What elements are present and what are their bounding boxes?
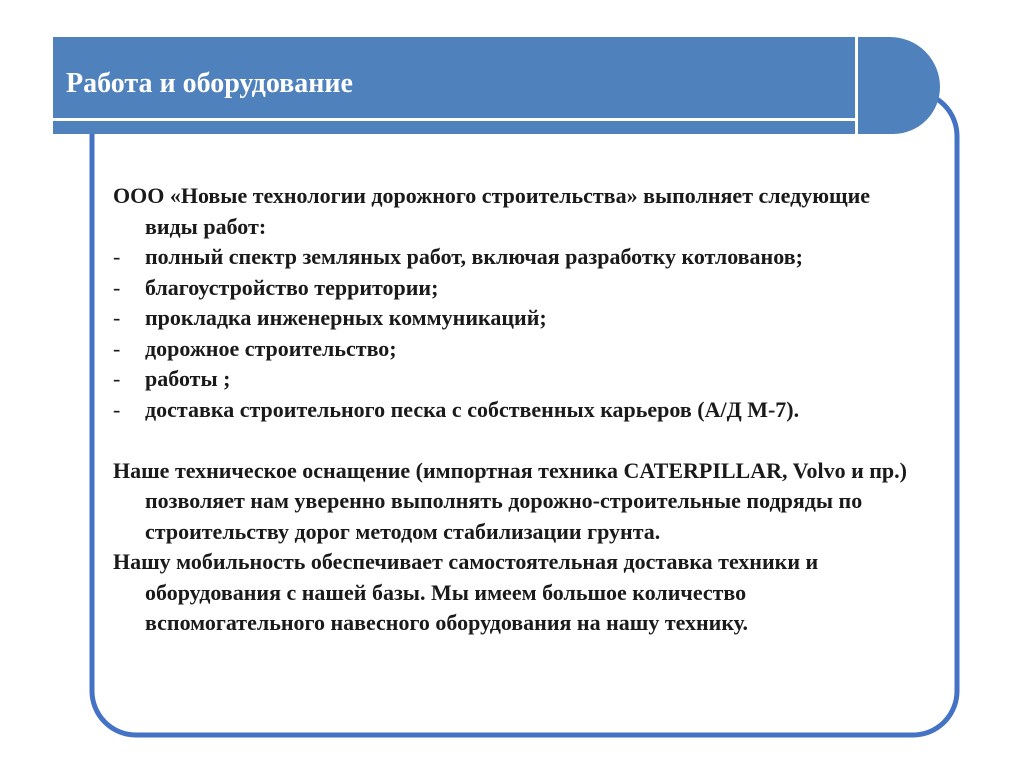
- slide-body: [113, 181, 923, 639]
- bullet-dash: -: [113, 274, 121, 300]
- intro-paragraph: ООО «Новые технологии дорожного строительства» выполняет следующие виды работ:: [113, 183, 871, 239]
- bullet-dash: -: [113, 305, 121, 330]
- list-item: [113, 364, 923, 395]
- list-item: [113, 242, 923, 273]
- list-item: [113, 273, 923, 304]
- bullet-dash: -: [113, 396, 121, 422]
- list-item: [113, 303, 923, 334]
- bullet-dash: -: [113, 335, 121, 361]
- list-item-text: дорожное строительство;: [145, 335, 397, 361]
- equipment-paragraph: Наше техническое оснащение (импортная техника CATERPILLAR, Volvo и пр.) позволяет нам уверенно выполнять дорожно-строительные подряды по строительству дорог методом стабилизации грунта.: [113, 457, 907, 544]
- list-item-text: благоустройство территории;: [145, 274, 439, 300]
- list-item: [113, 395, 923, 426]
- slide-title: Работа и оборудование: [66, 68, 353, 99]
- bullet-dash: -: [113, 366, 121, 391]
- list-item-text: полный спектр земляных работ, включая разработку котлованов;: [145, 244, 803, 269]
- paragraph-spacer: [113, 425, 923, 456]
- work-types-list: [113, 242, 923, 425]
- mobility-paragraph: Нашу мобильность обеспечивает самостоятельная доставка техники и оборудования с нашей базы. Мы имеем большое количество вспомогательного навесного оборудования на нашу технику.: [113, 549, 819, 635]
- title-bar-divider: [855, 37, 858, 134]
- list-item: [113, 334, 923, 365]
- list-item-text: работы ;: [145, 366, 231, 391]
- list-item-text: прокладка инженерных коммуникаций;: [145, 305, 547, 330]
- bullet-dash: -: [113, 244, 121, 269]
- title-underline: [53, 118, 855, 121]
- list-item-text: доставка строительного песка с собственных карьеров (А/Д М-7).: [145, 396, 800, 422]
